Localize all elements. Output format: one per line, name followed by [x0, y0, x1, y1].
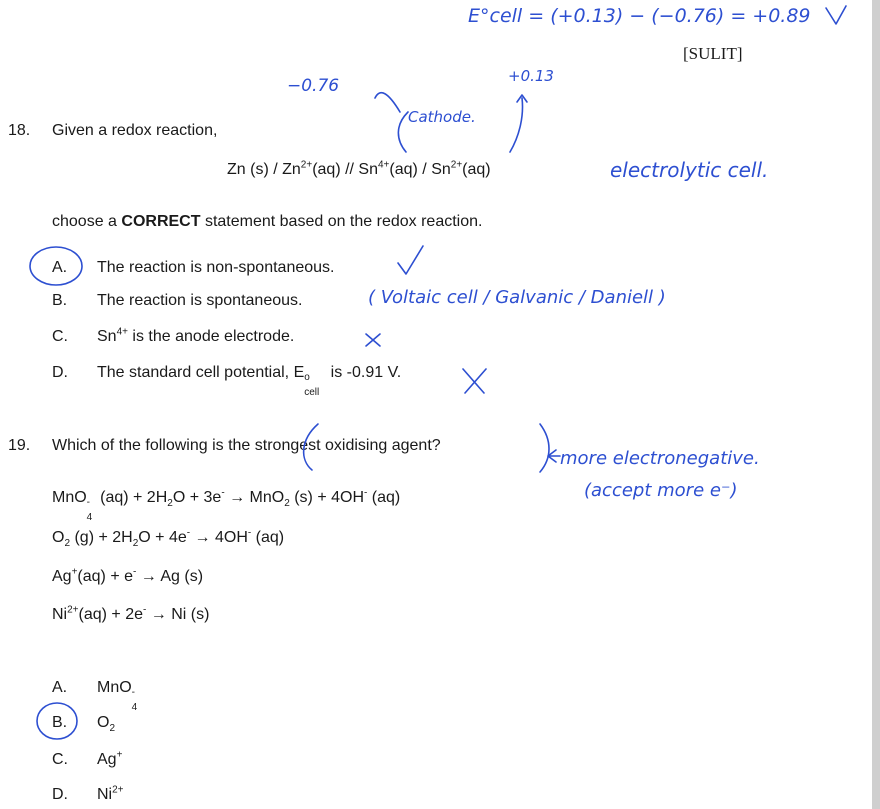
- sulit-label: [SULIT]: [683, 44, 743, 63]
- q18-instruction: choose a CORRECT statement based on the redox reaction.: [52, 213, 483, 230]
- bracket-right-q19: [540, 424, 549, 472]
- q19-option-d-text: $Ni^{2+}$: [97, 784, 124, 803]
- q19-option-c-text: Ag+: [97, 749, 123, 768]
- q19-number: 19.: [8, 437, 31, 454]
- q19-option-b-text: $O_2$: [97, 714, 116, 735]
- q18-option-c: C.: [52, 328, 68, 345]
- arrow-to-sn4: [510, 98, 523, 152]
- cross-q18-d: [463, 369, 486, 393]
- q18-option-c-text: $Sn^{4+}$ is the anode electrode.: [97, 326, 295, 345]
- tick-mark-ecell: [826, 6, 846, 24]
- q18-option-a-text: The reaction is non-spontaneous.: [97, 259, 335, 276]
- q19-reaction-2: $O_2$ $(g) + 2H_2O + 4e^- \to 4OH^-$ (aq): [52, 527, 285, 550]
- q18-option-d-text: The standard cell potential, E o cell is -0.91 V.: [97, 364, 402, 398]
- q19-reaction-3: Ag+(aq) + e- → Ag (s): [52, 566, 204, 585]
- cross-q18-c: [366, 334, 380, 346]
- handwritten-ecell-calc: E°cell = (+0.13) − (−0.76) = +0.89: [468, 5, 811, 27]
- q19-option-d: D.: [52, 786, 68, 803]
- q18-stem: Given a redox reaction,: [52, 122, 218, 139]
- tick-q18-a: [398, 246, 423, 274]
- handwritten-accept-more-electrons: (accept more e⁻): [584, 480, 738, 501]
- q18-option-d: D.: [52, 364, 68, 381]
- q19-option-a-text: MnO - 4: [97, 679, 138, 713]
- handwritten-minus-076: −0.76: [287, 76, 340, 96]
- q19-stem: Which of the following is the strongest oxidising agent?: [52, 437, 441, 454]
- bracket-cathode: [398, 112, 408, 152]
- q18-option-a: [52, 258, 67, 278]
- arrow-head-sn4: [517, 95, 527, 102]
- q18-reaction: Zn $(s) / Zn^{2+}(aq) // Sn^{4+}(aq) / Sn^{2+}(aq)$: [227, 159, 491, 178]
- arrow-to-note: [548, 450, 560, 462]
- handwritten-more-electronegative: more electronegative.: [560, 448, 760, 469]
- q19-reaction-4: $Ni^{2+}(aq) + 2e^- \to Ni$ (s): [52, 604, 210, 623]
- handwritten-voltaic-cell: ( Voltaic cell / Galvanic / Daniell ): [368, 287, 666, 308]
- page-edge: [872, 0, 880, 809]
- option-letter: A.: [52, 259, 68, 276]
- q18-number: 18.: [8, 122, 31, 139]
- handwritten-plus-013: +0.13: [508, 67, 554, 85]
- q18-option-b: B.: [52, 292, 68, 309]
- arrow-cathode: [375, 93, 400, 112]
- handwritten-electrolytic-cell: electrolytic cell.: [610, 158, 769, 182]
- q19-reaction-1: MnO - 4 $(aq) + 2H_2O + 3e^- \to MnO_2$ (s) + 4OH- (aq): [52, 487, 401, 523]
- q19-option-a: A.: [52, 679, 68, 696]
- q18-option-b-text: The reaction is spontaneous.: [97, 292, 303, 309]
- q19-option-c: C.: [52, 751, 68, 768]
- handwritten-cathode: Cathode.: [408, 108, 476, 126]
- q19-option-b: B.: [52, 714, 68, 731]
